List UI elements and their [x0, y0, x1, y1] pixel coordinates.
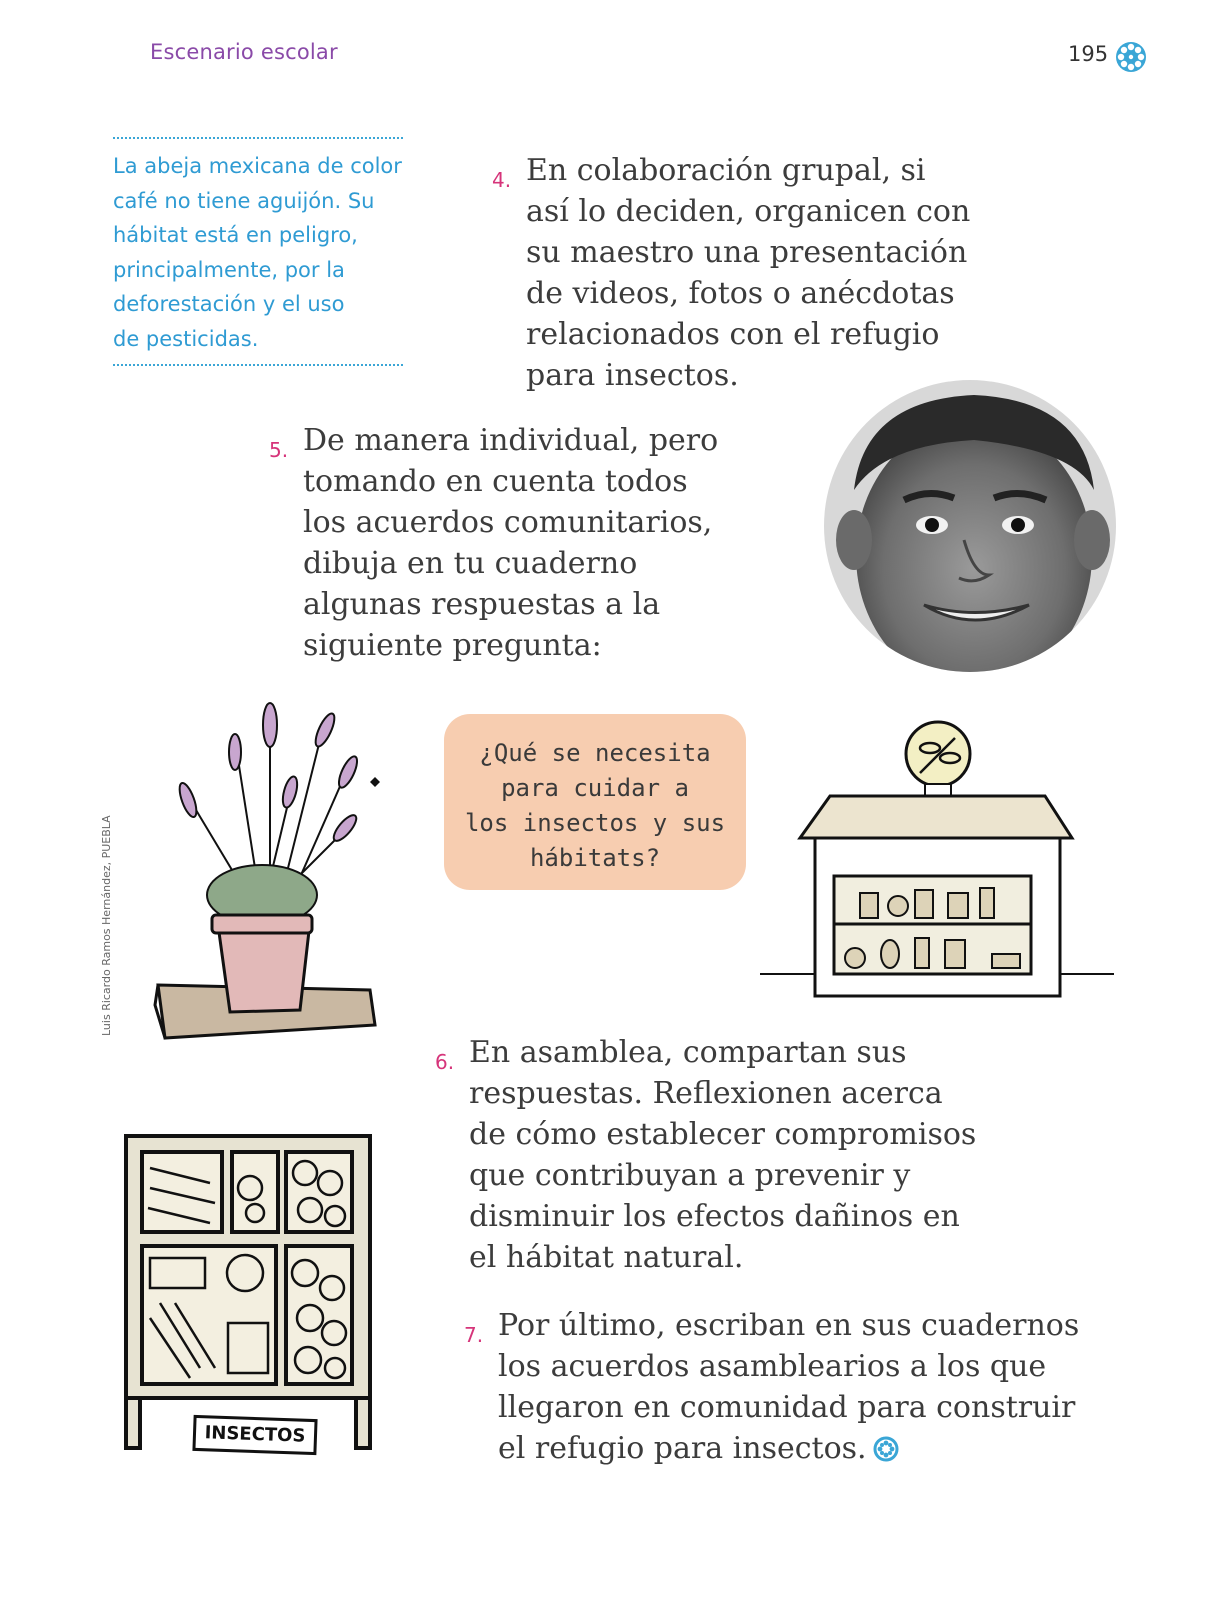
- insectos-sign: INSECTOS: [192, 1415, 317, 1455]
- activity-number: 7.: [464, 1323, 484, 1347]
- activity-5: [269, 420, 743, 666]
- activity-4: [492, 150, 986, 396]
- activity-number: 5.: [269, 438, 289, 462]
- lavender-plant-illustration: [150, 700, 390, 1045]
- activity-text: De manera individual, pero tomando en cuenta todos los acuerdos comunitarios, dibuja en tu cuaderno algunas respuestas a la siguiente pregunta:: [303, 423, 719, 663]
- page-number: 195: [1068, 42, 1109, 66]
- illustration-credit: Luis Ricardo Ramos Hernández, PUEBLA: [100, 815, 113, 1036]
- section-title: Escenario escolar: [150, 40, 338, 64]
- activity-number: 6.: [435, 1050, 455, 1074]
- activity-number: 4.: [492, 168, 512, 192]
- sidebar-note: [113, 137, 403, 366]
- activity-text: En colaboración grupal, si así lo deciden, organicen con su maestro una presentación de videos, fotos o anécdotas relacionados con el refugio para insectos.: [526, 153, 971, 393]
- end-flower-icon: [873, 1436, 899, 1462]
- note-text: La abeja mexicana de color café no tiene aguijón. Su hábitat está en peligro, principalmente, por la deforestación y el uso de pesticidas.: [113, 154, 402, 351]
- child-portrait: [824, 380, 1116, 672]
- activity-text: En asamblea, compartan sus respuestas. Reflexionen acerca de cómo establecer compromisos que contribuyan a prevenir y disminuir los efectos dañinos en el hábitat natural.: [469, 1035, 977, 1275]
- activity-text: [498, 1305, 1098, 1469]
- insect-house-illustration: [760, 718, 1116, 1003]
- insect-hotel-cabinet-illustration: [120, 1128, 376, 1458]
- activity-6: [435, 1032, 989, 1278]
- activity-text-content: Por último, escriban en sus cuadernos los acuerdos asamblearios a los que llegaron en comunidad para construir el refugio para insectos.: [498, 1308, 1080, 1466]
- question-text: ¿Qué se necesita para cuidar a los insectos y sus hábitats?: [464, 739, 726, 872]
- activity-7: [464, 1305, 1098, 1469]
- flower-badge-icon: [1114, 40, 1148, 74]
